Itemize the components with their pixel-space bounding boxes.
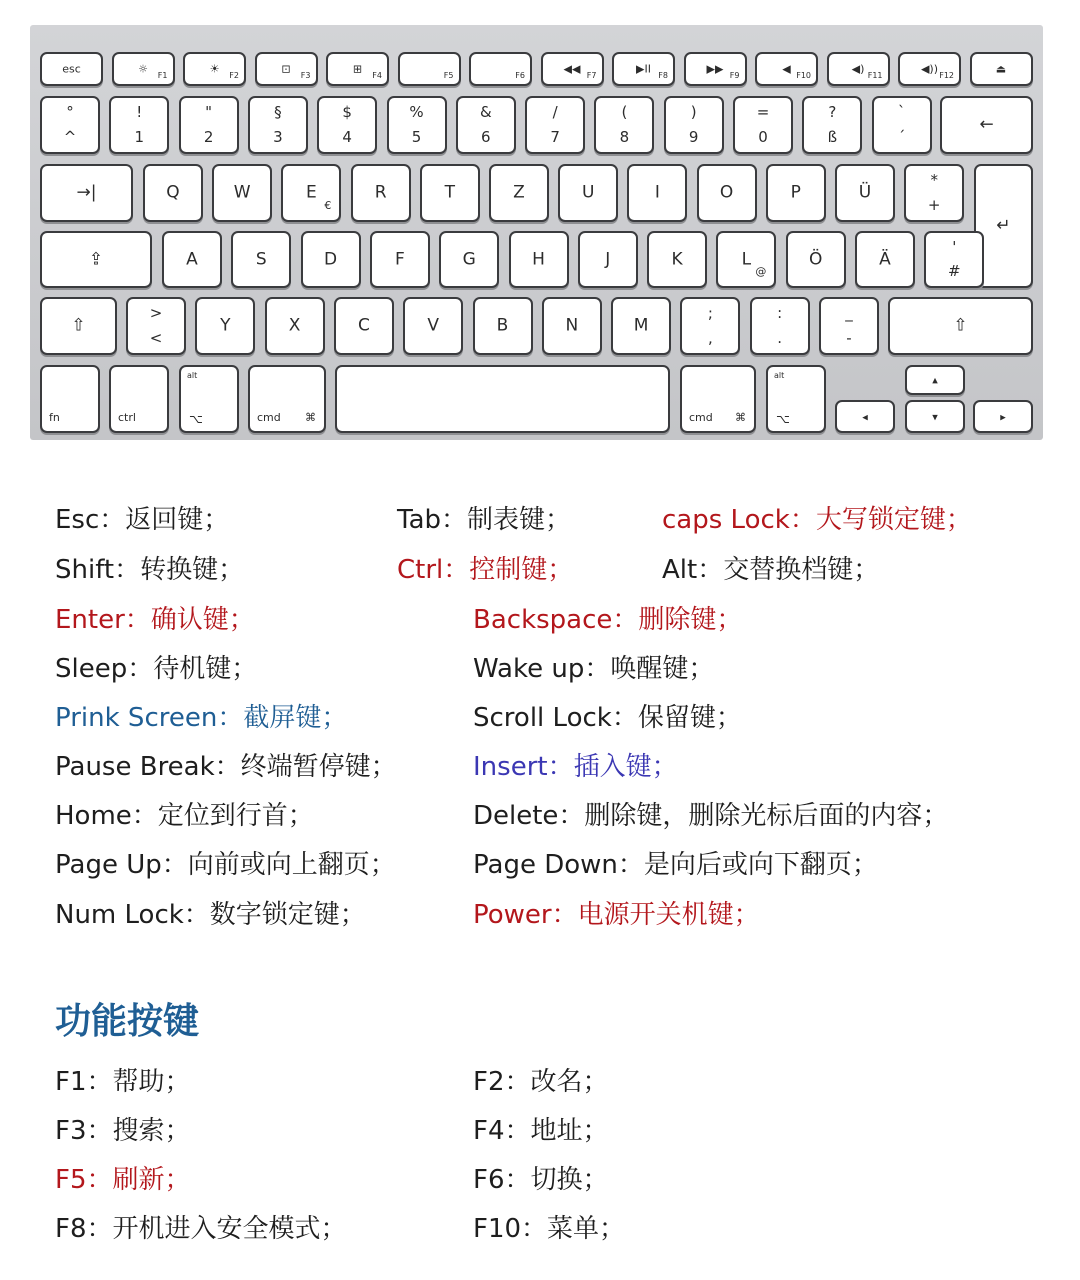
key-description-line: Scroll Lock：保留键；	[473, 703, 742, 733]
key-legend: ⏏	[995, 62, 1007, 76]
key-oe[interactable]	[786, 231, 846, 288]
key-shift-legend: '	[952, 238, 957, 256]
key-legend: ▶▶	[706, 62, 724, 76]
key-shift-legend: =	[756, 103, 770, 121]
key-base-legend: <	[149, 329, 163, 347]
key-left[interactable]	[835, 400, 895, 433]
key-legend: N	[565, 315, 579, 336]
function-key-line: F1：帮助；	[55, 1067, 191, 1097]
key-n[interactable]	[542, 297, 602, 355]
key-legend: Ä	[879, 249, 891, 269]
key-shift-legend: ;	[707, 304, 713, 322]
key-d[interactable]	[301, 231, 361, 288]
key-f9[interactable]	[684, 52, 747, 86]
key-f5[interactable]	[398, 52, 461, 86]
key-description-line: Sleep：待机键；	[55, 654, 258, 684]
key-description-line: Shift：转换键；	[55, 555, 245, 585]
key-legend: ⇪	[88, 249, 104, 269]
key-shift-legend: *	[930, 171, 938, 189]
key-plus[interactable]	[904, 164, 964, 222]
key-l[interactable]	[716, 231, 776, 288]
key-legend: ▶II	[636, 62, 651, 76]
key-fn-legend: F1	[157, 71, 168, 80]
key-top-legend: alt	[774, 371, 785, 380]
key-base-legend: -	[846, 329, 852, 347]
key-description-line: Enter：确认键；	[55, 605, 255, 635]
key-shift-legend: ?	[828, 103, 837, 121]
key-legend: Ü	[858, 182, 872, 203]
key-w[interactable]	[212, 164, 272, 222]
key-hash[interactable]	[924, 231, 984, 288]
key-legend: ⌥	[776, 412, 790, 426]
key-legend: ↵	[996, 215, 1011, 236]
key-base-legend: 5	[411, 128, 422, 146]
key-j[interactable]	[578, 231, 638, 288]
key-legend: ▸	[1000, 410, 1006, 423]
key-9[interactable]	[664, 96, 724, 154]
key-legend: L	[741, 249, 752, 269]
key-legend: U	[581, 182, 595, 203]
key-c[interactable]	[334, 297, 394, 355]
key-lalt[interactable]	[179, 365, 239, 433]
key-legend: →|	[76, 182, 97, 203]
key-top-legend: alt	[187, 371, 198, 380]
key-base-legend: 2	[203, 128, 214, 146]
key-description-line: Insert：插入键；	[473, 752, 678, 782]
key-base-legend: 3	[273, 128, 283, 146]
key-g[interactable]	[439, 231, 499, 288]
key-shift-legend: _	[845, 304, 853, 322]
key-legend: G	[462, 249, 476, 269]
key-tab[interactable]	[40, 164, 133, 222]
key-shift-legend: °	[66, 103, 74, 121]
key-base-legend: +	[927, 196, 941, 214]
key-fn-legend: F11	[867, 71, 883, 80]
key-legend: B	[496, 315, 509, 336]
key-esc[interactable]	[40, 52, 103, 86]
key-legend: ⇧	[71, 315, 86, 336]
key-alt-legend: @	[755, 265, 767, 278]
key-base-legend: 6	[481, 128, 491, 146]
key-6[interactable]	[456, 96, 516, 154]
key-base-legend: 0	[758, 128, 768, 146]
key-description-line: caps Lock：大写锁定键；	[662, 505, 972, 535]
key-fn-legend: F2	[229, 71, 239, 80]
key-b[interactable]	[473, 297, 533, 355]
key-backspace[interactable]	[940, 96, 1033, 154]
key-legend: Y	[220, 315, 231, 336]
key-f[interactable]	[370, 231, 430, 288]
key-legend: F	[395, 249, 405, 269]
key-fn[interactable]	[40, 365, 100, 433]
key-rcmd[interactable]	[680, 365, 756, 433]
key-legend: P	[790, 182, 801, 203]
key-legend: ◀◀	[563, 62, 581, 76]
key-ue[interactable]	[835, 164, 895, 222]
key-legend: ☀	[209, 62, 220, 76]
key-comma[interactable]	[680, 297, 740, 355]
key-legend: C	[357, 315, 370, 336]
key-a[interactable]	[162, 231, 222, 288]
key-legend: A	[186, 249, 198, 269]
key-right[interactable]	[973, 400, 1033, 433]
key-q[interactable]	[143, 164, 203, 222]
key-ae[interactable]	[855, 231, 915, 288]
key-base-legend: ß	[827, 128, 838, 146]
key-legend: ⇧	[953, 315, 968, 336]
key-legend: ◂	[862, 410, 868, 423]
key-p[interactable]	[766, 164, 826, 222]
key-legend: X	[288, 315, 301, 336]
key-shift-legend: :	[777, 304, 783, 322]
key-y[interactable]	[195, 297, 255, 355]
key-symbol-legend: ⌘	[735, 411, 746, 424]
key-ralt[interactable]	[766, 365, 826, 433]
function-key-line: F6：切换；	[473, 1165, 609, 1195]
key-up[interactable]	[905, 365, 965, 395]
key-legend: fn	[49, 411, 60, 424]
key-legend: T	[444, 182, 455, 203]
key-x[interactable]	[265, 297, 325, 355]
key-7[interactable]	[525, 96, 585, 154]
key-e[interactable]	[281, 164, 341, 222]
key-f4[interactable]	[326, 52, 389, 86]
key-5[interactable]	[387, 96, 447, 154]
key-fn-legend: F7	[586, 71, 597, 80]
key-sz[interactable]	[802, 96, 862, 154]
key-period[interactable]	[750, 297, 810, 355]
key-s[interactable]	[231, 231, 291, 288]
key-legend: ◀)	[851, 62, 865, 76]
key-base-legend: 7	[550, 128, 560, 146]
key-legend: ctrl	[118, 411, 136, 424]
key-fn-legend: F5	[443, 71, 454, 80]
key-shift-legend: $	[342, 103, 352, 121]
key-h[interactable]	[509, 231, 569, 288]
key-eject[interactable]	[970, 52, 1033, 86]
key-description-line: Pause Break：终端暂停键；	[55, 752, 397, 782]
key-fn-legend: F12	[939, 71, 954, 80]
key-shift-legend: `	[897, 103, 906, 121]
key-symbol-legend: ⌘	[305, 411, 316, 424]
key-v[interactable]	[403, 297, 463, 355]
key-legend: ←	[979, 114, 994, 135]
key-r[interactable]	[351, 164, 411, 222]
key-description-line: Backspace：删除键；	[473, 605, 743, 635]
key-f6[interactable]	[469, 52, 532, 86]
key-legend: ⌥	[189, 412, 203, 426]
key-3[interactable]	[248, 96, 308, 154]
key-legend: M	[633, 315, 649, 336]
key-shift-legend: §	[274, 103, 282, 121]
key-description-line: Wake up：唤醒键；	[473, 654, 715, 684]
key-shift-legend: (	[621, 103, 628, 121]
key-legend: Ö	[808, 249, 823, 269]
key-legend: ⊡	[281, 62, 291, 76]
key-down[interactable]	[905, 400, 965, 433]
key-legend: I	[654, 182, 660, 203]
key-description-line: Tab：制表键；	[397, 505, 572, 535]
key-description-line: Alt：交替换档键；	[662, 555, 880, 585]
key-legend: S	[255, 249, 267, 269]
key-legend: E	[306, 182, 317, 203]
key-legend: R	[374, 182, 387, 203]
key-description-line: Esc：返回键；	[55, 505, 230, 535]
key-legend: Z	[513, 182, 525, 203]
key-base-legend: #	[948, 262, 961, 280]
key-base-legend: .	[777, 329, 783, 347]
key-f2[interactable]	[183, 52, 246, 86]
key-legend: ⊞	[352, 62, 363, 76]
key-lcmd[interactable]	[248, 365, 326, 433]
key-legend: ☼	[138, 62, 148, 76]
key-legend: ▴	[932, 373, 938, 387]
key-caps[interactable]	[40, 231, 152, 288]
key-o[interactable]	[697, 164, 757, 222]
key-f10[interactable]	[755, 52, 818, 86]
key-minus[interactable]	[819, 297, 879, 355]
key-description-line: Ctrl：控制键；	[397, 555, 574, 585]
key-legend: W	[233, 182, 251, 203]
key-description-line: Home：定位到行首；	[55, 801, 314, 831]
key-legend: D	[324, 249, 338, 269]
key-0[interactable]	[733, 96, 793, 154]
key-description-line: Page Down：是向后或向下翻页；	[473, 850, 878, 880]
key-i[interactable]	[627, 164, 687, 222]
key-base-legend: 9	[688, 128, 699, 146]
function-key-line: F5：刷新；	[55, 1165, 191, 1195]
key-shift-legend: %	[409, 103, 424, 121]
key-description-line: Delete：删除键，删除光标后面的内容；	[473, 801, 949, 831]
key-fn-legend: F6	[515, 71, 525, 80]
key-lshift[interactable]	[40, 297, 117, 355]
key-circ[interactable]	[40, 96, 100, 154]
function-key-line: F2：改名；	[473, 1067, 609, 1097]
key-base-legend: 4	[342, 128, 352, 146]
function-key-line: F4：地址；	[473, 1116, 609, 1146]
key-f12[interactable]	[898, 52, 961, 86]
key-legend: Q	[166, 182, 180, 203]
key-4[interactable]	[317, 96, 377, 154]
key-legend: cmd	[257, 411, 281, 424]
key-m[interactable]	[611, 297, 671, 355]
key-description-line: Power：电源开关机键；	[473, 900, 760, 930]
key-base-legend: ,	[708, 329, 713, 347]
key-1[interactable]	[109, 96, 169, 154]
key-base-legend: ^	[63, 128, 77, 146]
key-legend: H	[532, 249, 545, 269]
key-2[interactable]	[179, 96, 239, 154]
key-f1[interactable]	[112, 52, 175, 86]
key-legend: ▾	[932, 410, 938, 423]
key-f8[interactable]	[612, 52, 675, 86]
key-description-line: Page Up：向前或向上翻页；	[55, 850, 396, 880]
key-shift-legend: >	[149, 304, 163, 322]
key-space[interactable]	[335, 365, 670, 433]
key-alt-legend: €	[324, 199, 332, 212]
key-acute[interactable]	[872, 96, 932, 154]
key-shift-legend: !	[136, 103, 143, 121]
key-fn-legend: F4	[372, 71, 382, 80]
key-lt[interactable]	[126, 297, 186, 355]
key-ctrl[interactable]	[109, 365, 169, 433]
key-base-legend: ´	[897, 128, 906, 146]
function-key-line: F8：开机进入安全模式；	[55, 1214, 347, 1244]
keyboard-image	[30, 25, 1043, 440]
key-legend: cmd	[689, 411, 713, 424]
key-description-line: Prink Screen：截屏键；	[55, 703, 348, 733]
key-fn-legend: F3	[300, 71, 311, 80]
key-description-line: Num Lock：数字锁定键；	[55, 900, 366, 930]
key-z[interactable]	[489, 164, 549, 222]
key-t[interactable]	[420, 164, 480, 222]
key-legend: O	[719, 182, 734, 203]
key-k[interactable]	[647, 231, 707, 288]
key-shift-legend: )	[690, 103, 697, 121]
section-title: 功能按键	[55, 1001, 200, 1042]
key-legend: ◀	[782, 62, 791, 76]
key-legend: J	[605, 249, 611, 269]
key-rshift[interactable]	[888, 297, 1033, 355]
key-legend: V	[427, 315, 439, 336]
key-legend: K	[671, 249, 683, 269]
key-8[interactable]	[594, 96, 654, 154]
key-shift-legend: &	[479, 103, 492, 121]
function-key-line: F10：菜单；	[473, 1214, 626, 1244]
key-f3[interactable]	[255, 52, 318, 86]
key-legend: esc	[62, 62, 81, 76]
function-key-line: F3：搜索；	[55, 1116, 191, 1146]
key-fn-legend: F10	[796, 71, 811, 80]
key-fn-legend: F9	[729, 71, 740, 80]
key-shift-legend: "	[205, 103, 213, 121]
key-base-legend: 1	[134, 128, 145, 146]
key-f11[interactable]	[827, 52, 890, 86]
key-fn-legend: F8	[658, 71, 668, 80]
key-u[interactable]	[558, 164, 618, 222]
key-base-legend: 8	[619, 128, 630, 146]
key-legend: ◀))	[920, 62, 939, 76]
key-shift-legend: /	[552, 103, 558, 121]
key-f7[interactable]	[541, 52, 604, 86]
